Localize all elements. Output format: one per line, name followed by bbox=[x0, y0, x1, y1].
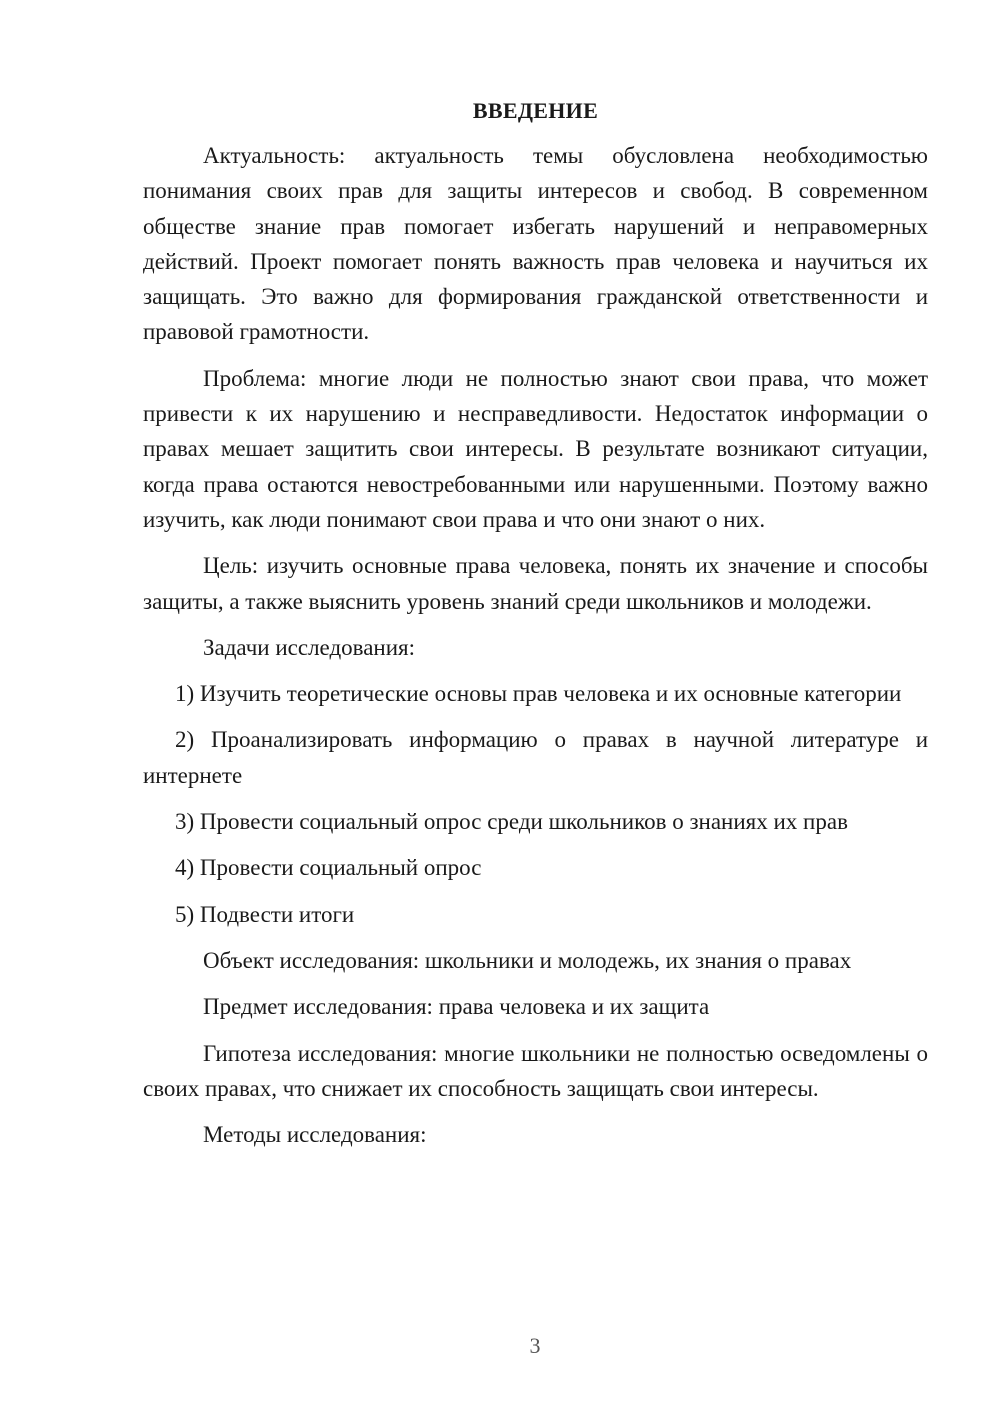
task-item-4: 4) Провести социальный опрос bbox=[175, 855, 482, 881]
task-item-2: 2) Проанализировать информацию о правах в научной литературе и интернете bbox=[143, 727, 928, 788]
paragraph-methods: Методы исследования: bbox=[203, 1122, 427, 1148]
task-item-1: 1) Изучить теоретические основы прав человека и их основные категории bbox=[175, 681, 902, 707]
page-title: ВВЕДЕНИЕ bbox=[472, 98, 599, 123]
paragraph-hypothesis: Гипотеза исследования: многие школьники не полностью осведомлены о своих правах, что снижает их способность защищать свои интересы. bbox=[143, 1040, 928, 1101]
task-item-3: 3) Провести социальный опрос среди школьников о знаниях их прав bbox=[175, 809, 848, 835]
paragraph-object: Объект исследования: школьники и молодежь, их знания о правах bbox=[203, 947, 852, 973]
paragraph-goal: Цель: изучить основные права человека, понять их значение и способы защиты, а также выяснить уровень знаний среди школьников и молодежи. bbox=[143, 553, 928, 614]
paragraph-subject: Предмет исследования: права человека и их защита bbox=[203, 994, 710, 1020]
task-item-5: 5) Подвести итоги bbox=[175, 901, 355, 927]
document-page bbox=[143, 96, 928, 1163]
page-number: 3 bbox=[529, 1333, 541, 1358]
paragraph-relevance: Актуальность: актуальность темы обусловлена необходимостью понимания своих прав для защиты интересов и свобод. В современном обществе знание прав помогает избегать нарушений и неправомерных действий. Проект помогает понять важность прав человека и научиться их защищать. Это важно для формирования гражданской ответственности и правовой грамотности. bbox=[143, 143, 928, 345]
paragraph-problem: Проблема: многие люди не полностью знают свои права, что может привести к их нарушению и несправедливости. Недостаток информации о правах мешает защитить свои интересы. В результате возникают ситуации, когда права остаются невостребованными или нарушенными. Поэтому важно изучить, как люди понимают свои права и что они знают о них. bbox=[143, 365, 928, 532]
paragraph-tasks-heading: Задачи исследования: bbox=[203, 634, 416, 660]
